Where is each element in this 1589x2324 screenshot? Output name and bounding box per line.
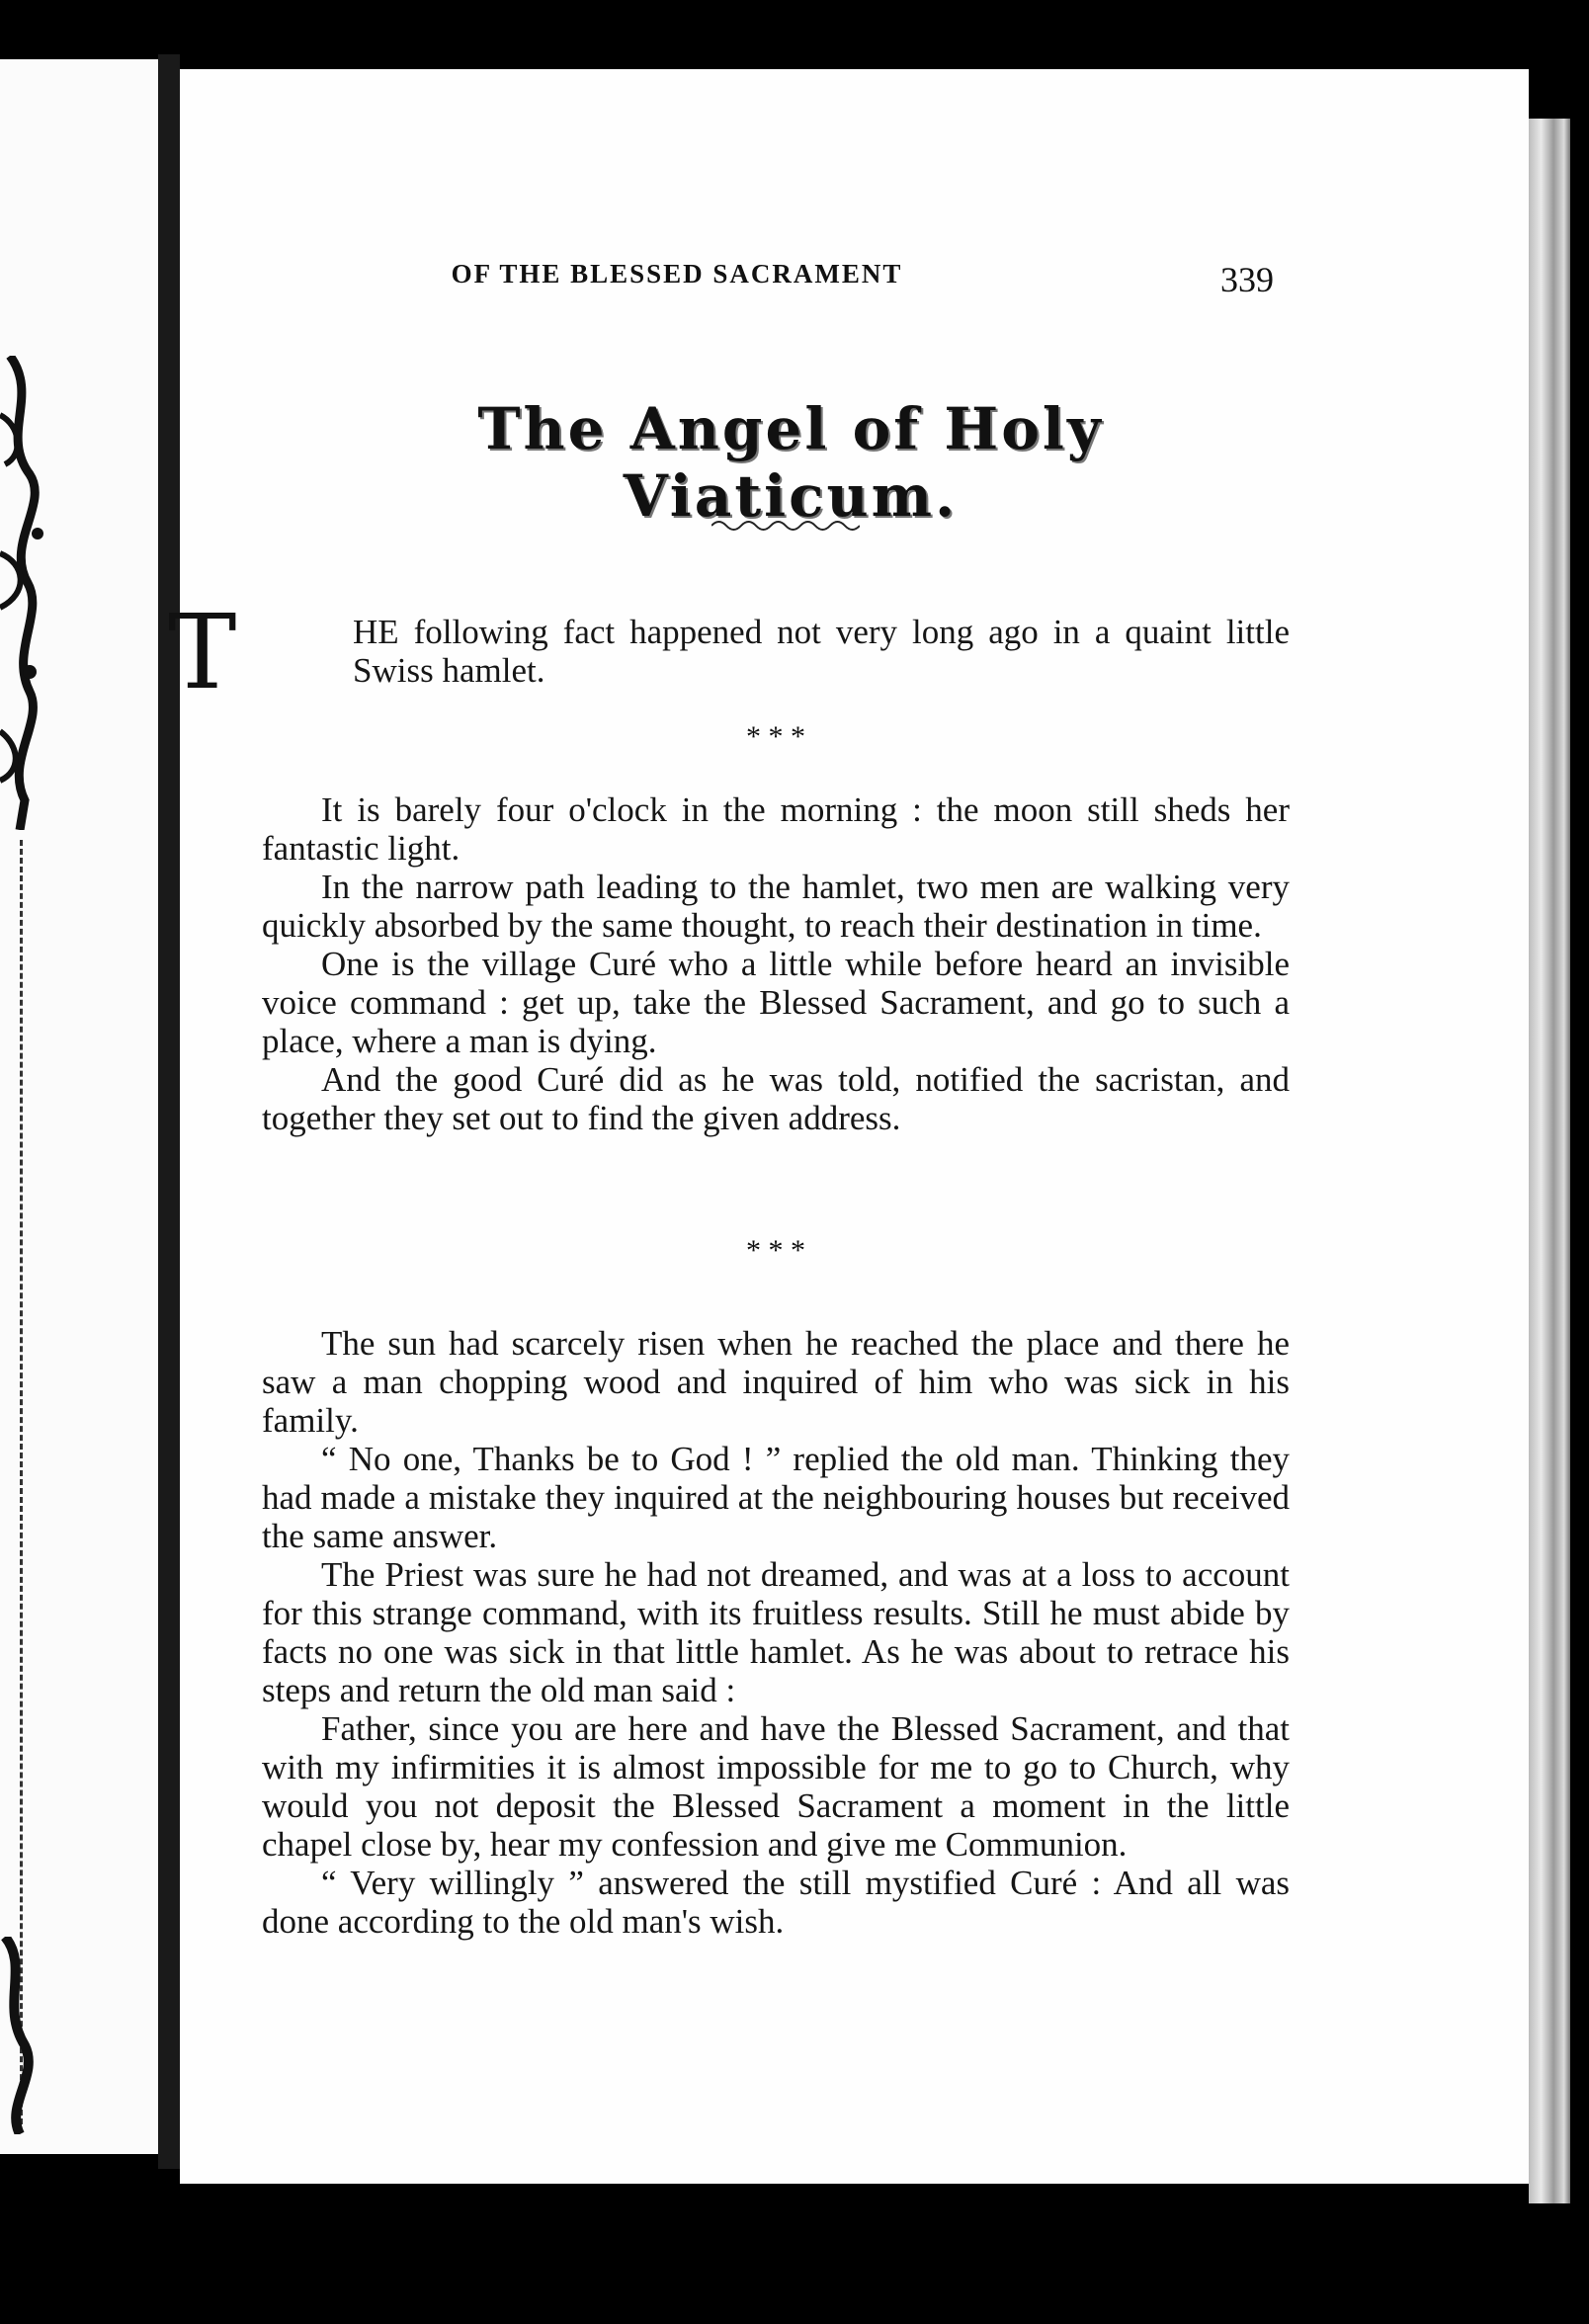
paragraph: In the narrow path leading to the hamlet, two men are walking very quickly absorbed by the same thought, to reach their destination in time.: [262, 868, 1290, 945]
paragraph: Father, since you are here and have the Blessed Sacrament, and that with my infirmities it is almost impossible for me to go to Church, why would you not deposit the Blessed Sacrament a moment in the little chapel close by, hear my confession and give me Communion.: [262, 1709, 1290, 1864]
drop-cap: T: [168, 592, 237, 712]
intro-paragraph: [168, 592, 1290, 712]
section-two: [262, 1324, 1290, 1941]
paragraph: It is barely four o'clock in the morning : the moon still sheds her fantastic light.: [262, 790, 1290, 868]
paragraph: One is the village Curé who a little while before heard an invisible voice command : get up, take the Blessed Sacrament, and go to such a place, where a man is dying.: [262, 945, 1290, 1060]
ornament-border-icon: [0, 356, 51, 830]
ornament-corner-icon: [0, 1937, 40, 2134]
book-gutter: [158, 54, 180, 2169]
chapter-title: The Angel of Holy Viaticum.: [477, 395, 1104, 530]
lead-word: HE: [353, 613, 399, 651]
section-break-1: * * *: [746, 720, 805, 753]
section-break-2: * * *: [746, 1234, 805, 1267]
wavy-rule-icon: [711, 516, 860, 536]
running-head: OF THE BLESSED SACRAMENT: [451, 259, 903, 289]
paragraph: The sun had scarcely risen when he reached the place and there he saw a man chopping wood and inquired of him who was sick in his family.: [262, 1324, 1290, 1440]
facing-page: [0, 59, 158, 2154]
section-one: [262, 790, 1290, 1137]
paragraph: And the good Curé did as he was told, notified the sacristan, and together they set out to find the given address.: [262, 1060, 1290, 1137]
dashed-border: [20, 840, 31, 2124]
paragraph: “ No one, Thanks be to God ! ” replied the old man. Thinking they had made a mistake they inquired at the neighbouring houses but received the same answer.: [262, 1440, 1290, 1555]
intro-text: following fact happened not very long ago in a quaint little Swiss hamlet.: [353, 613, 1290, 690]
paragraph: “ Very willingly ” answered the still mystified Curé : And all was done according to the old man's wish.: [262, 1864, 1290, 1941]
paragraph: The Priest was sure he had not dreamed, and was at a loss to account for this strange command, with its fruitless results. Still he must abide by facts no one was sick in that little hamlet. As he was about to retrace his steps and return the old man said :: [262, 1555, 1290, 1709]
page-number: 339: [1220, 260, 1274, 299]
page-edges: [1529, 119, 1570, 2203]
